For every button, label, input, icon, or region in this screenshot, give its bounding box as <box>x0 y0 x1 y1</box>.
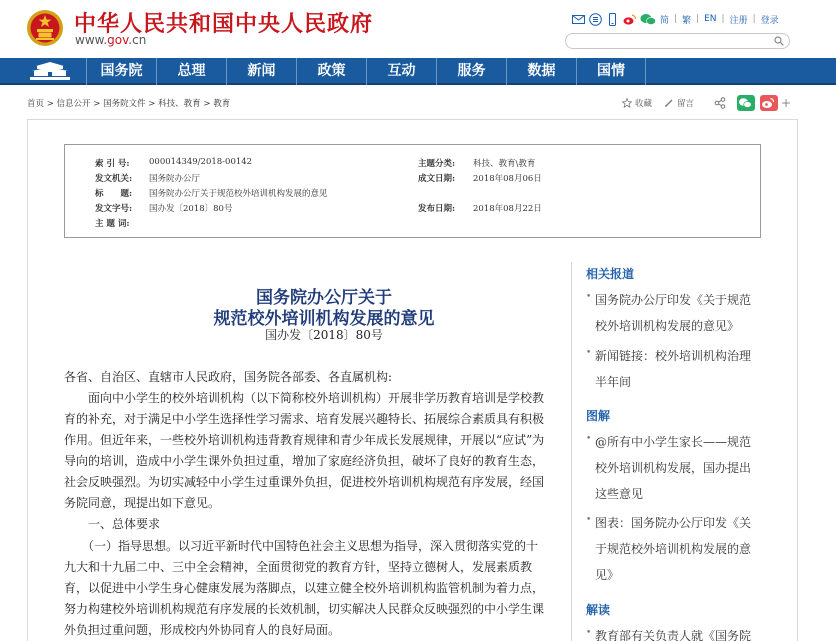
meta-published-label: 发布日期: <box>418 204 456 214</box>
sidebar-link[interactable]: 国务院办公厅印发《关于规范 <box>595 293 752 307</box>
pencil-icon <box>664 98 674 108</box>
meta-written-label: 成文日期: <box>418 174 456 184</box>
document-metadata-box <box>64 144 761 238</box>
nav-item-national-profile[interactable]: 国情 <box>576 58 646 85</box>
search-input[interactable] <box>565 33 790 49</box>
sidebar-link[interactable]: 校外培训机构发展，国办提出 <box>595 461 752 475</box>
wechat-icon[interactable] <box>640 13 656 26</box>
share-icon[interactable] <box>714 97 726 109</box>
share-more-button[interactable]: + <box>781 96 792 110</box>
meta-written-value: 2018年08月06日 <box>473 174 542 184</box>
share-wechat-button[interactable] <box>737 95 755 111</box>
breadcrumb-science-education[interactable]: 科技、教育 <box>158 99 201 109</box>
article-section-heading: 一、总体要求 <box>64 517 161 531</box>
weibo-icon <box>761 97 775 109</box>
share-weibo-button[interactable] <box>760 95 778 111</box>
sidebar-link[interactable]: 这些意见 <box>595 487 644 501</box>
wechat-icon <box>738 97 752 109</box>
lang-english-link[interactable]: EN <box>704 14 717 24</box>
breadcrumb-education[interactable]: 教育 <box>213 99 231 109</box>
breadcrumb-home[interactable]: 首页 <box>27 99 45 109</box>
lang-simplified-link[interactable]: 简 <box>660 15 670 26</box>
sidebar-link[interactable]: 半年间 <box>595 375 632 389</box>
breadcrumb-info-disclosure[interactable]: 信息公开 <box>56 99 91 109</box>
meta-index-label: 索 引 号: <box>95 159 130 169</box>
lang-traditional-link[interactable]: 繁 <box>682 15 692 26</box>
meta-title-value: 国务院办公厅关于规范校外培训机构发展的意见 <box>149 189 328 199</box>
meta-subject-label: 主 题 词: <box>95 219 130 229</box>
breadcrumb-state-council-docs[interactable]: 国务院文件 <box>103 99 146 109</box>
nav-item-policies[interactable]: 政策 <box>296 58 366 85</box>
sidebar-link[interactable]: 新闻链接：校外培训机构治理 <box>595 349 752 363</box>
article-line: 外负担过重问题，形成校内外协同育人的良好局面。 <box>64 623 341 637</box>
mobile-icon[interactable] <box>606 13 619 26</box>
sidebar-link[interactable]: 校外培训机构发展的意见》 <box>595 319 740 333</box>
nav-item-data[interactable]: 数据 <box>506 58 576 85</box>
register-link[interactable]: 注册 <box>729 15 748 26</box>
sidebar-heading-infographics: 图解 <box>586 409 611 423</box>
sidebar-link[interactable]: 于规范校外培训机构发展的意 <box>595 542 752 556</box>
collect-button[interactable]: 收藏 <box>622 97 652 109</box>
meta-issuer-value: 国务院办公厅 <box>149 174 201 184</box>
top-links: 简 | 繁 | EN | 注册 | 登录 <box>572 11 779 27</box>
sidebar-link[interactable]: @所有中小学生家长——规范 <box>595 435 752 449</box>
meta-published-value: 2018年08月22日 <box>473 204 542 214</box>
article-line: 作用。但近年来，一些校外培训机构违背教育规律和青少年成长发展规律，开展以“应试”为 <box>64 433 545 447</box>
search-icon[interactable] <box>774 36 784 46</box>
main-nav <box>0 58 836 85</box>
sidebar-heading-interpretation: 解读 <box>586 603 611 617</box>
national-emblem-icon[interactable] <box>26 8 64 48</box>
mail-icon[interactable] <box>572 13 585 26</box>
nav-item-state-council[interactable]: 国务院 <box>86 58 156 85</box>
site-url: www.gov.cn <box>75 33 147 47</box>
breadcrumb: 首页 > 信息公开 > 国务院文件 > 科技、教育 > 教育 <box>27 99 231 109</box>
article-line: 导向的培训，造成中小学生课外负担过重，增加了家庭经济负担，破坏了良好的教育生态， <box>64 454 545 468</box>
nav-item-interaction[interactable]: 互动 <box>366 58 436 85</box>
article-line: 各省、自治区、直辖市人民政府，国务院各部委、各直属机构: <box>64 370 393 384</box>
sidebar-link[interactable]: 图表：国务院办公厅印发《关 <box>595 516 752 530</box>
nav-item-news[interactable]: 新闻 <box>226 58 296 85</box>
meta-category-value: 科技、教育\教育 <box>473 159 536 169</box>
article-line: 育的补充，对于满足中小学生选择性学习需求、培育发展兴趣特长、拓展综合素质具有积极 <box>64 412 545 426</box>
sidebar-heading-related-reports: 相关报道 <box>586 267 635 281</box>
nav-item-services[interactable]: 服务 <box>436 58 506 85</box>
sidebar-link[interactable]: 见》 <box>595 568 620 582</box>
article-line: 努力构建校外培训机构规范有序发展的长效机制，切实解决人民群众反映强烈的中小学生课 <box>64 602 545 616</box>
article-title-line1: 国务院办公厅关于 <box>256 288 392 308</box>
article-line: 九大和十九届二中、三中全会精神，全面贯彻党的教育方针，坚持立德树人，发展素质教 <box>64 560 533 574</box>
article-line: 育，以促进中小学生身心健康发展为落脚点，以建立健全校外培训机构监管机制为着力点， <box>64 581 545 595</box>
related-sidebar <box>571 262 797 641</box>
meta-docno-label: 发文字号: <box>95 204 133 214</box>
sidebar-link[interactable]: 教育部有关负责人就《国务院 <box>595 629 752 641</box>
article-line: 务院同意，现提出如下意见。 <box>64 496 221 510</box>
article-tools <box>622 95 791 111</box>
article-line: 面向中小学生的校外培训机构（以下简称校外培训机构）开展非学历教育培训是学校教 <box>64 391 545 405</box>
weibo-icon[interactable] <box>623 13 636 26</box>
rss-icon[interactable] <box>589 13 602 26</box>
meta-category-label: 主题分类: <box>418 159 456 169</box>
meta-issuer-label: 发文机关: <box>95 174 133 184</box>
bullet-icon: • <box>586 348 592 358</box>
star-icon <box>622 98 632 108</box>
comment-button[interactable]: 留言 <box>664 97 694 109</box>
article-line: （一）指导思想。以习近平新时代中国特色社会主义思想为指导，深入贯彻落实党的十 <box>64 539 539 553</box>
login-link[interactable]: 登录 <box>760 15 779 26</box>
bullet-icon: • <box>586 292 592 302</box>
bullet-icon: • <box>586 628 592 638</box>
article-line: 社会反映强烈。为切实减轻中小学生过重课外负担，促进校外培训机构规范有序发展，经国 <box>64 475 545 489</box>
article-title-line2: 规范校外培训机构发展的意见 <box>213 309 435 329</box>
meta-title-label: 标 题: <box>95 189 133 199</box>
bullet-icon: • <box>586 434 592 444</box>
tiananmen-logo-icon[interactable] <box>28 60 72 82</box>
nav-items <box>86 58 646 85</box>
meta-docno-value: 国办发〔2018〕80号 <box>149 204 233 214</box>
nav-item-premier[interactable]: 总理 <box>156 58 226 85</box>
site-title[interactable]: 中华人民共和国中央人民政府 <box>74 12 374 37</box>
bullet-icon: • <box>586 515 592 525</box>
site-header <box>0 0 836 58</box>
meta-index-value: 000014349/2018-00142 <box>149 157 253 167</box>
article-doc-number: 国办发〔2018〕80号 <box>265 328 383 342</box>
